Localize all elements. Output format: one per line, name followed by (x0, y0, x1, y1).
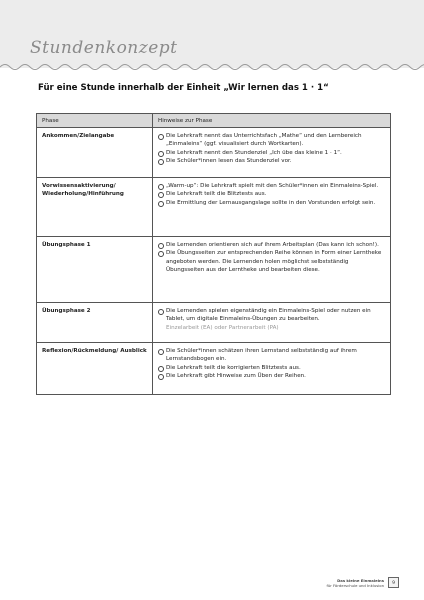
hint-list (158, 182, 385, 207)
list-item: Die Ermittlung der Lernausgangslage sollte in den Vorstunden erfolgt sein. (158, 199, 385, 207)
table-row (37, 178, 391, 237)
phase-cell: Vorwissensaktivierung/ Wiederholung/Hinführung (37, 178, 153, 237)
lesson-plan-table (36, 113, 391, 395)
table-row (37, 343, 391, 395)
list-item: Die Lehrkraft nennt den Stundenziel „Ich übe das kleine 1 · 1“. (158, 149, 385, 157)
page-title: Stundenkonzept (30, 38, 178, 58)
list-item: „Warm-up“: Die Lehrkraft spielt mit den Schüler*innen ein Einmaleins-Spiel. (158, 182, 385, 190)
hints-cell (153, 237, 391, 303)
hints-cell (153, 343, 391, 395)
table-row (37, 303, 391, 343)
list-item: Die Lehrkraft teilt die korrigierten Blitztests aus. (158, 364, 385, 372)
list-item: Die Lernenden orientieren sich auf ihrem Arbeitsplan (Das kann ich schon!). (158, 241, 385, 249)
section-subtitle: Für eine Stunde innerhalb der Einheit „Wir lernen das 1 · 1“ (38, 83, 329, 93)
list-item: Die Lehrkraft nennt das Unterrichtsfach „Mathe“ und den Lernbereich „Einmaleins“ (ggf. visualisiert durch Wortkarten). (158, 132, 385, 148)
table-row (37, 237, 391, 303)
phase-cell: Ankommen/Zielangabe (37, 128, 153, 178)
table-header-row (37, 114, 391, 128)
hint-list (158, 241, 385, 274)
header-hints: Hinweise zur Phase (153, 114, 391, 128)
hints-cell (153, 178, 391, 237)
list-item: Die Lehrkraft teilt die Blitztests aus. (158, 190, 385, 198)
hints-cell (153, 303, 391, 343)
hint-list (158, 132, 385, 165)
table-row (37, 128, 391, 178)
list-item: Die Schüler*innen lesen das Stundenziel vor. (158, 157, 385, 165)
hints-cell (153, 128, 391, 178)
phase-cell: Reflexion/Rückmeldung/ Ausblick (37, 343, 153, 395)
hint-list (158, 347, 385, 380)
list-item: Die Lehrkraft gibt Hinweise zum Üben der Reihen. (158, 372, 385, 380)
page-number: 9 (388, 577, 399, 588)
phase-cell: Übungsphase 1 (37, 237, 153, 303)
phase-cell: Übungsphase 2 (37, 303, 153, 343)
hint-list (158, 307, 385, 323)
list-item: Die Schüler*innen schätzen ihren Lernstand selbstständig auf ihrem Lernstandsbogen ein. (158, 347, 385, 363)
footer-title: Das kleine Einmaleins (337, 578, 384, 583)
list-item: Die Lernenden spielen eigenständig ein Einmaleins-Spiel oder nutzen ein Tablet, um digitale Einmaleins-Übungen zu bearbeiten. (158, 307, 385, 323)
footer-subtitle: für Förderschule und Inklusion (326, 583, 384, 588)
social-form-note: Einzelarbeit (EA) oder Partnerarbeit (PA) (166, 324, 279, 331)
footer (326, 578, 384, 588)
list-item: Die Übungsseiten zur entsprechenden Reihe können in Form einer Lerntheke angeboten werden. Die Lernenden holen möglichst selbstständig Übungsseiten aus der Lerntheke und bearbeiten diese. (158, 249, 385, 274)
wave-divider (0, 60, 424, 74)
header-phase: Phase (37, 114, 153, 128)
